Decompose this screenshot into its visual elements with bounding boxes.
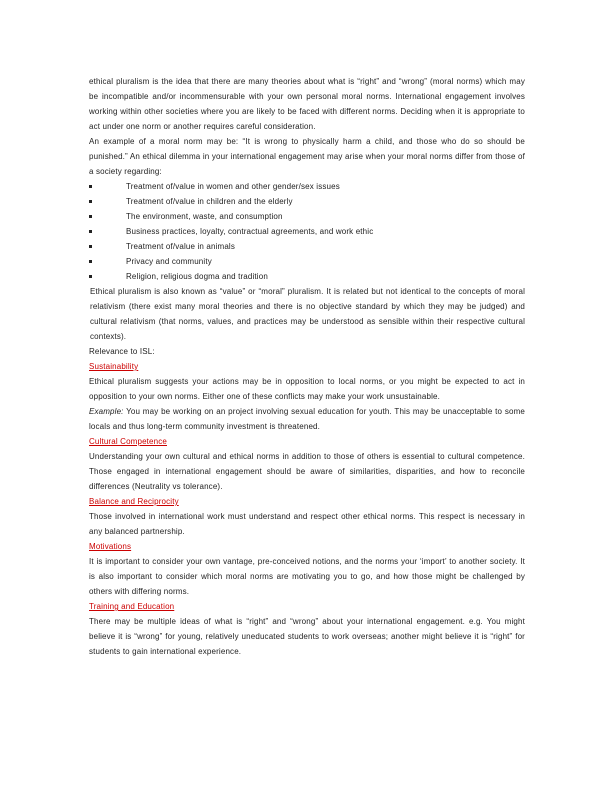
list-item: Treatment of/value in animals <box>89 239 525 254</box>
example-text: You may be working on an project involving sexual education for youth. This may be unacceptable to some locals and thus long-term community investment is threatened. <box>89 407 525 431</box>
bullet-icon <box>89 185 92 188</box>
list-item: Treatment of/value in children and the elderly <box>89 194 525 209</box>
section-heading-balance-reciprocity: Balance and Reciprocity <box>89 497 179 506</box>
section-heading-motivations: Motivations <box>89 542 132 551</box>
bullet-icon <box>89 260 92 263</box>
pluralism-definition-paragraph: Ethical pluralism is also known as “value” or “moral” pluralism. It is related but not identical to the concepts of moral relativism (there exist many moral theories and there is no objective standard by which they may be judged) and cultural relativism (that norms, values, and practices may be understood as sensible within their respective cultural contexts). <box>90 287 525 341</box>
bullet-icon <box>89 200 92 203</box>
section-body-motivations: It is important to consider your own vantage, pre-conceived notions, and the norms your ‘import’ to another society. It is also important to consider which moral norms are motivating you to go, and how those might be challenged by others with differing norms. <box>89 557 525 596</box>
bullet-icon <box>89 275 92 278</box>
list-item: Business practices, loyalty, contractual agreements, and work ethic <box>89 224 525 239</box>
bullet-icon <box>89 230 92 233</box>
section-heading-cultural-competence: Cultural Competence <box>89 437 167 446</box>
moral-norm-example-paragraph: An example of a moral norm may be: “It is wrong to physically harm a child, and those who do so should be punished.” An ethical dilemma in your international engagement may arise when your moral norms differ from those of a society regarding: <box>89 137 525 176</box>
example-label: Example: <box>89 407 124 416</box>
relevance-label: Relevance to ISL: <box>89 347 155 356</box>
list-item: Privacy and community <box>89 254 525 269</box>
list-item: Religion, religious dogma and tradition <box>89 269 525 284</box>
intro-paragraph <box>89 74 525 134</box>
norm-areas-list <box>89 179 525 284</box>
list-item: The environment, waste, and consumption <box>89 209 525 224</box>
document-page <box>89 74 525 659</box>
example-paragraph <box>89 404 525 434</box>
list-item: Treatment of/value in women and other gender/sex issues <box>89 179 525 194</box>
key-term: ethical pluralism <box>89 77 150 86</box>
bullet-icon <box>89 245 92 248</box>
intro-paragraph-text: is the idea that there are many theories about what is “right” and “wrong” (moral norms) which may be incompatible and/or incommensurable with your own personal moral norms. International engagement involves working within other societies where you are likely to be faced with different norms. Deciding when it is appropriate to act under one norm or another requires careful consideration. <box>89 77 525 131</box>
section-body-sustainability: Ethical pluralism suggests your actions may be in opposition to local norms, or you might be expected to act in opposition to your own norms. Either one of these conflicts may make your work unsustainable. <box>89 377 525 401</box>
bullet-icon <box>89 215 92 218</box>
section-heading-sustainability: Sustainability <box>89 362 139 371</box>
section-body-training-education: There may be multiple ideas of what is “right” and “wrong” about your international engagement. e.g. You might believe it is “wrong” for young, relatively uneducated students to work overseas; another might believe it is “right” for students to gain international experience. <box>89 617 525 656</box>
section-body-cultural-competence: Understanding your own cultural and ethical norms in addition to those of others is essential to cultural competence. Those engaged in international engagement should be aware of similarities, disparities, and how to reconcile differences (Neutrality vs tolerance). <box>89 452 525 491</box>
section-heading-training-education: Training and Education <box>89 602 175 611</box>
section-body-balance-reciprocity: Those involved in international work must understand and respect other ethical norms. This respect is necessary in any balanced partnership. <box>89 512 525 536</box>
